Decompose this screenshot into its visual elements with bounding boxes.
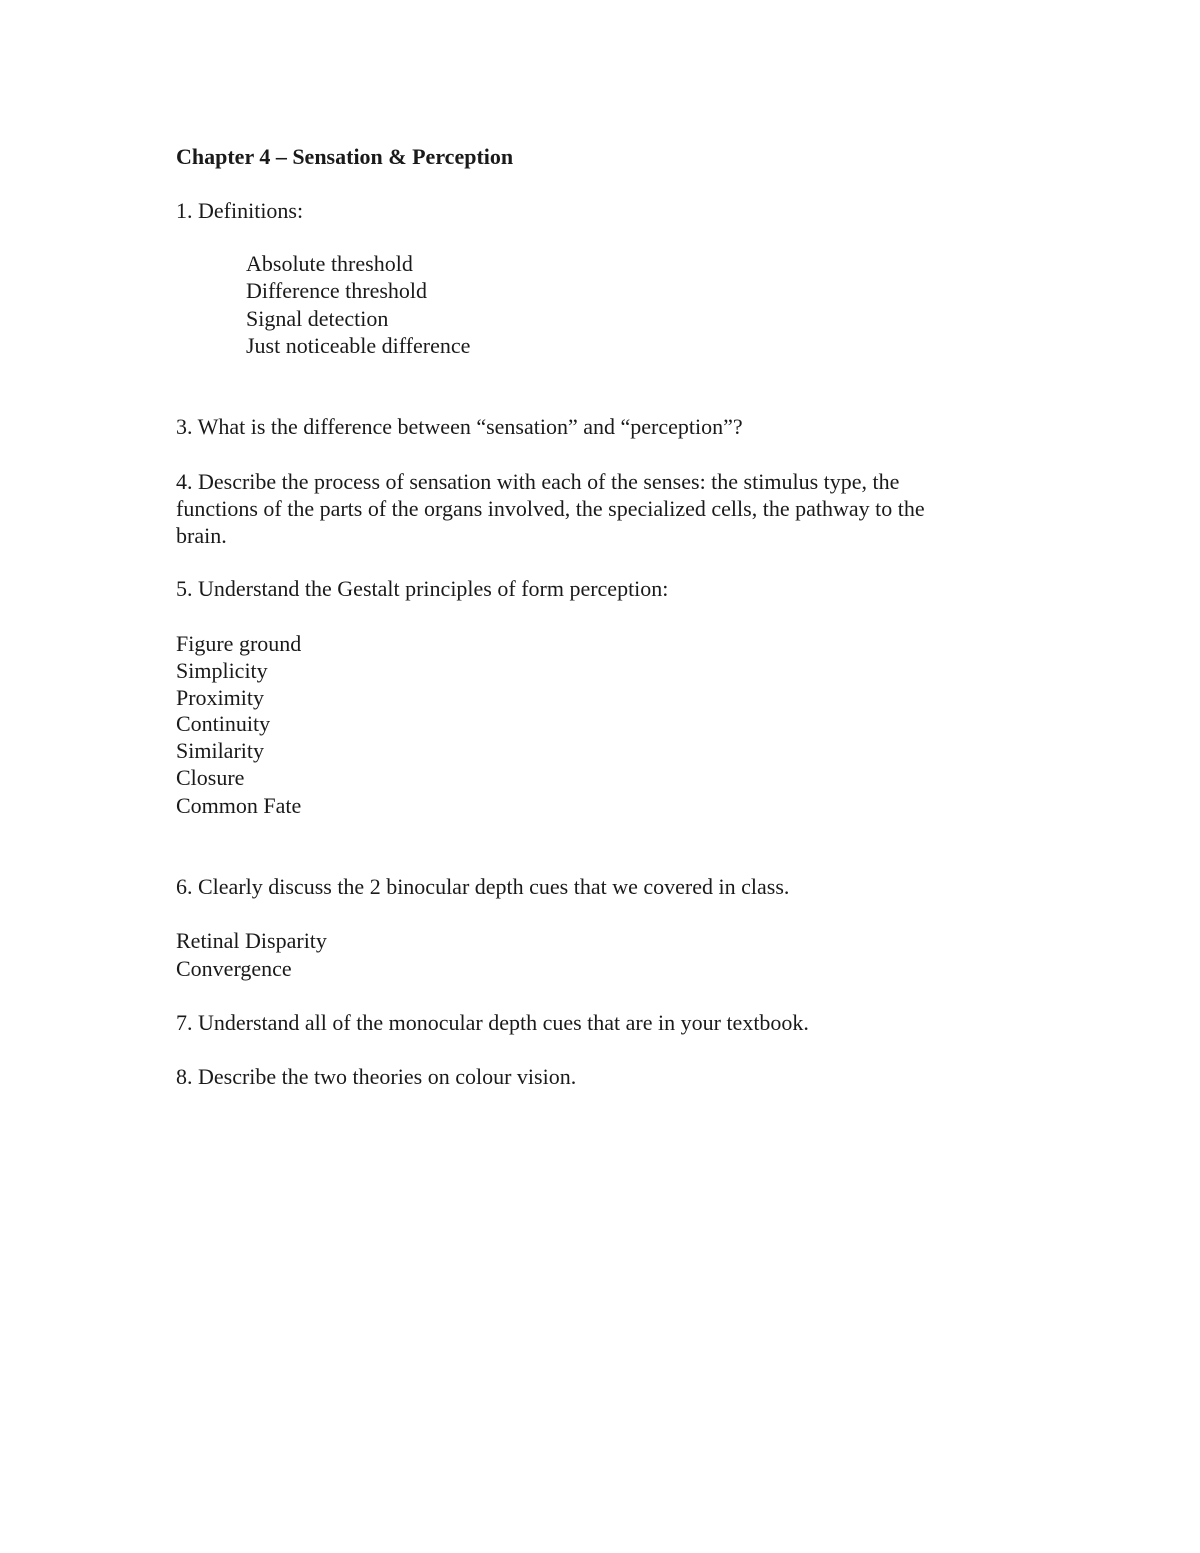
gestalt-principle: Common Fate bbox=[176, 793, 302, 818]
question-4-line: brain. bbox=[176, 523, 227, 548]
question-4-line: functions of the parts of the organs involved, the specialized cells, the pathway to the bbox=[176, 496, 925, 521]
question-3: 3. What is the difference between “sensation” and “perception”? bbox=[176, 414, 743, 439]
question-4-line: 4. Describe the process of sensation with each of the senses: the stimulus type, the bbox=[176, 469, 900, 494]
gestalt-principle: Proximity bbox=[176, 685, 265, 710]
gestalt-principle: Continuity bbox=[176, 711, 271, 736]
question-8: 8. Describe the two theories on colour vision. bbox=[176, 1064, 577, 1089]
definition-term: Absolute threshold bbox=[246, 251, 413, 276]
definition-term: Just noticeable difference bbox=[246, 333, 471, 358]
question-5: 5. Understand the Gestalt principles of form perception: bbox=[176, 576, 669, 601]
gestalt-principle: Similarity bbox=[176, 738, 264, 763]
question-6: 6. Clearly discuss the 2 binocular depth cues that we covered in class. bbox=[176, 874, 790, 899]
definition-term: Difference threshold bbox=[246, 278, 428, 303]
binocular-cue: Convergence bbox=[176, 956, 292, 981]
question-7: 7. Understand all of the monocular depth cues that are in your textbook. bbox=[176, 1010, 809, 1035]
question-1: 1. Definitions: bbox=[176, 198, 304, 223]
page-title: Chapter 4 – Sensation & Perception bbox=[176, 144, 514, 169]
gestalt-principle: Simplicity bbox=[176, 658, 268, 683]
definition-term: Signal detection bbox=[246, 306, 389, 331]
binocular-cue: Retinal Disparity bbox=[176, 928, 327, 953]
gestalt-principle: Figure ground bbox=[176, 631, 302, 656]
gestalt-principle: Closure bbox=[176, 765, 245, 790]
